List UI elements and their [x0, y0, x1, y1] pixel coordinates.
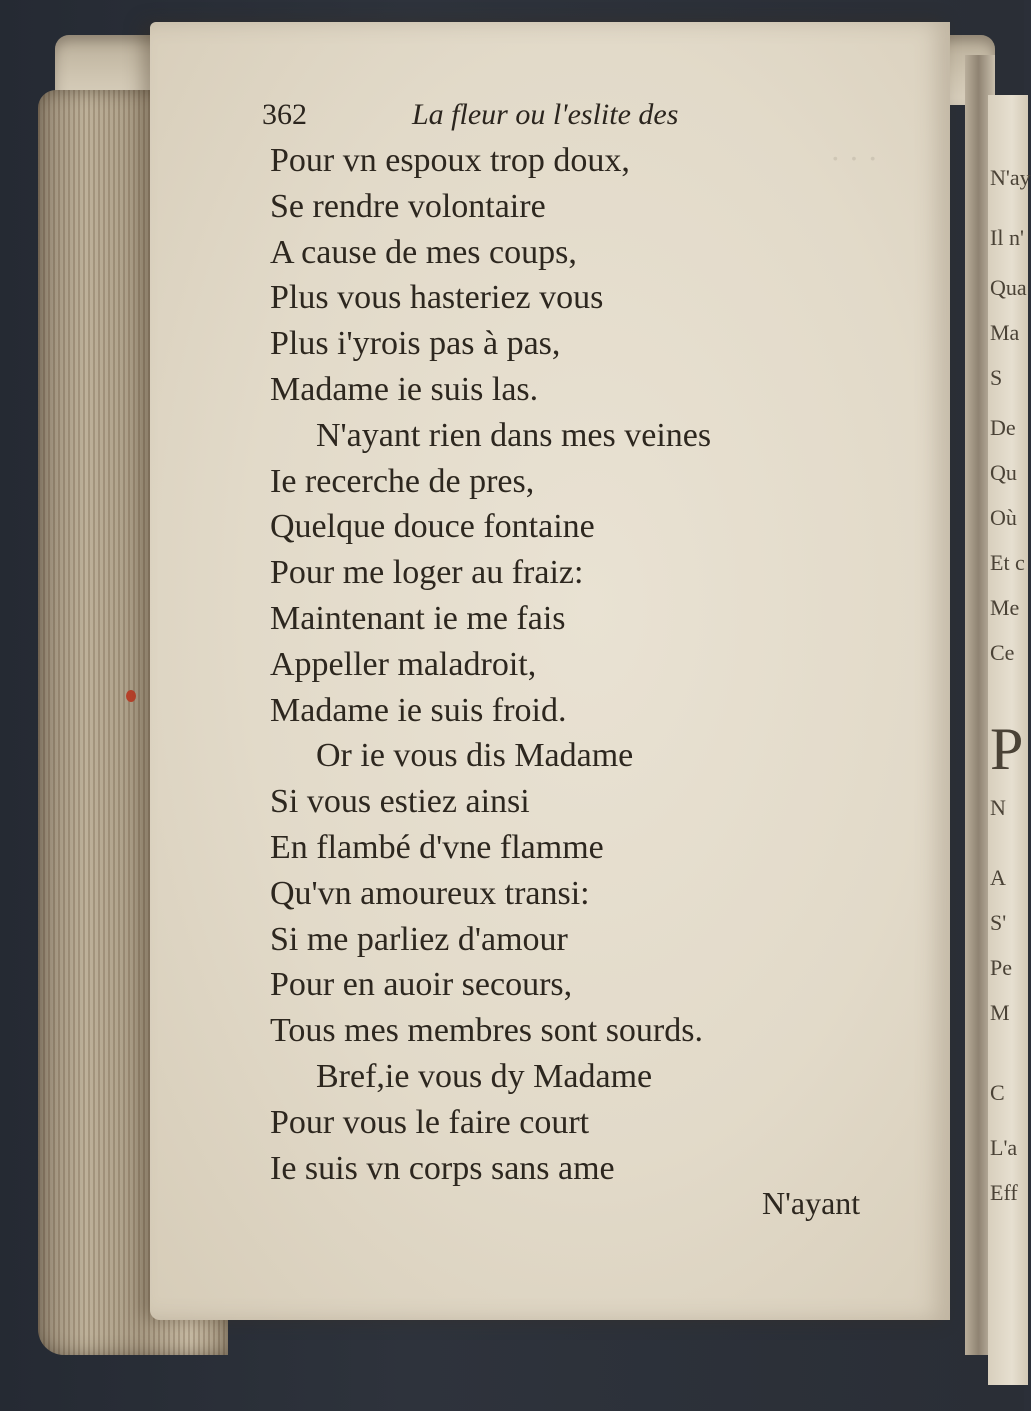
red-stain — [126, 690, 136, 702]
poem-line: Se rendre volontaire — [270, 187, 546, 225]
poem-line: Pour vous le faire court — [270, 1103, 590, 1141]
poem-line: Madame ie suis las. — [270, 370, 539, 408]
facing-page-fragment: De — [990, 415, 1016, 440]
facing-page-fragment: M — [990, 1000, 1010, 1025]
poem-line: Pour me loger au fraiz: — [270, 554, 584, 592]
facing-page-fragment: N — [990, 795, 1006, 820]
facing-page-fragment: Pe — [990, 955, 1012, 980]
page-header — [262, 98, 782, 138]
poem-line: Pour en auoir secours, — [270, 966, 573, 1004]
facing-page-fragment: Et c — [990, 550, 1025, 575]
poem-line: Plus vous hasteriez vous — [270, 279, 604, 317]
poem-line: Si me parliez d'amour — [270, 920, 568, 958]
poem-line: Plus i'yrois pas à pas, — [270, 325, 561, 363]
facing-page-edge — [988, 95, 1031, 1385]
show-through-text: · · · — [830, 140, 878, 176]
running-title: La fleur ou l'eslite des — [412, 98, 679, 131]
facing-page-fragment: N'ay — [990, 165, 1031, 190]
poem-line: Ie suis vn corps sans ame — [270, 1149, 615, 1187]
facing-page-fragment: Où — [990, 505, 1017, 530]
facing-page-fragment: S — [990, 365, 1003, 390]
facing-page-fragment: C — [990, 1080, 1005, 1105]
facing-page-fragment: Ma — [990, 320, 1020, 345]
facing-page-fragment: Me — [990, 595, 1020, 620]
poem-line: Maintenant ie me fais — [270, 599, 566, 637]
poem-line: Si vous estiez ainsi — [270, 783, 530, 821]
poem-line: Quelque douce fontaine — [270, 508, 595, 546]
poem-line: Madame ie suis froid. — [270, 691, 567, 729]
poem-line: Ie recerche de pres, — [270, 462, 535, 500]
poem-line: Appeller maladroit, — [270, 645, 537, 683]
poem-text — [270, 138, 910, 1191]
facing-page-fragment: Ce — [990, 640, 1015, 665]
facing-page-fragment: S' — [990, 910, 1007, 935]
facing-page-fragment: Il n' — [990, 225, 1024, 250]
page-number: 362 — [262, 98, 307, 131]
poem-line: Qu'vn amoureux transi: — [270, 874, 590, 912]
poem-line: Bref,ie vous dy Madame — [316, 1057, 653, 1095]
poem-line: En flambé d'vne flamme — [270, 828, 604, 866]
facing-page-fragment: P — [990, 716, 1024, 782]
poem-line: A cause de mes coups, — [270, 233, 577, 271]
catchword: N'ayant — [762, 1185, 861, 1221]
facing-page-fragment: A — [990, 865, 1006, 890]
facing-page-fragment: Eff — [990, 1180, 1018, 1205]
poem-line: Tous mes membres sont sourds. — [270, 1012, 703, 1050]
poem-line: Pour vn espoux trop doux, — [270, 142, 630, 179]
poem-line: Or ie vous dis Madame — [316, 737, 634, 775]
poem-line: N'ayant rien dans mes veines — [316, 416, 712, 454]
facing-page-fragment: Qua — [990, 275, 1027, 300]
facing-page-fragment: L'a — [990, 1135, 1018, 1160]
facing-page-fragment: Qu — [990, 460, 1017, 485]
